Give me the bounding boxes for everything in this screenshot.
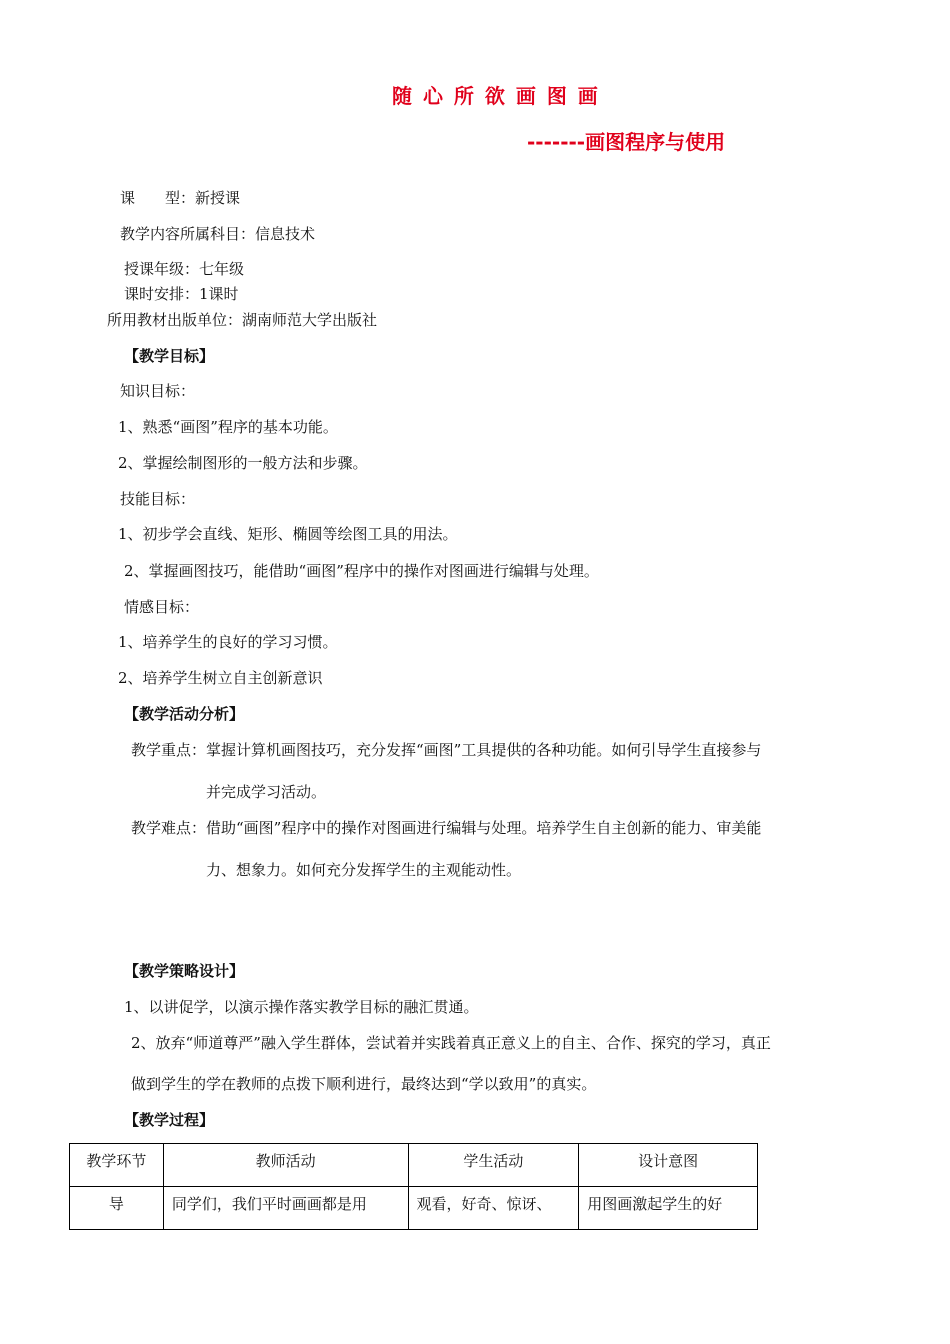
process-table bbox=[69, 1143, 758, 1230]
strategy-item: 1、以讲促学，以演示操作落实教学目标的融汇贯通。 bbox=[124, 998, 479, 1016]
table-cell: 观看，好奇、惊讶、 bbox=[408, 1187, 579, 1230]
skill-item: 1、初步学会直线、矩形、椭圆等绘图工具的用法。 bbox=[118, 525, 458, 543]
header-cell: 设计意图 bbox=[579, 1144, 758, 1187]
analysis-heading: 【教学活动分析】 bbox=[124, 705, 245, 723]
table-cell: 用图画激起学生的好 bbox=[579, 1187, 758, 1230]
meta-hours: 课时安排：1课时 bbox=[124, 285, 239, 303]
meta-publisher: 所用教材出版单位：湖南师范大学出版社 bbox=[107, 311, 378, 329]
strategy-heading: 【教学策略设计】 bbox=[124, 962, 245, 980]
document-subtitle: -------画图程序与使用 bbox=[527, 130, 726, 154]
strategy-item-cont: 做到学生的学在教师的点拨下顺利进行，最终达到“学以致用”的真实。 bbox=[131, 1075, 597, 1093]
emotion-item: 2、培养学生树立自主创新意识 bbox=[118, 669, 323, 687]
skill-item: 2、掌握画图技巧，能借助“画图”程序中的操作对图画进行编辑与处理。 bbox=[124, 562, 599, 580]
table-row bbox=[70, 1187, 758, 1230]
header-cell: 学生活动 bbox=[408, 1144, 579, 1187]
knowledge-item: 2、掌握绘制图形的一般方法和步骤。 bbox=[118, 454, 368, 472]
knowledge-item: 1、熟悉“画图”程序的基本功能。 bbox=[118, 418, 338, 436]
process-heading: 【教学过程】 bbox=[124, 1111, 215, 1129]
emotion-label: 情感目标： bbox=[124, 598, 200, 616]
analysis-key-point-cont: 并完成学习活动。 bbox=[206, 783, 327, 801]
table-cell: 同学们，我们平时画画都是用 bbox=[163, 1187, 408, 1230]
objectives-heading: 【教学目标】 bbox=[124, 347, 215, 365]
document-title: 随 心 所 欲 画 图 画 bbox=[392, 84, 600, 108]
meta-grade: 授课年级：七年级 bbox=[124, 260, 245, 278]
header-cell: 教学环节 bbox=[70, 1144, 164, 1187]
analysis-difficulty: 教学难点：借助“画图”程序中的操作对图画进行编辑与处理。培养学生自主创新的能力、审美能 bbox=[131, 819, 762, 837]
table-cell: 导 bbox=[70, 1187, 164, 1230]
strategy-item: 2、放弃“师道尊严”融入学生群体，尝试着并实践着真正意义上的自主、合作、探究的学习，真正 bbox=[131, 1034, 771, 1052]
analysis-key-point: 教学重点：掌握计算机画图技巧，充分发挥“画图”工具提供的各种功能。如何引导学生直接参与 bbox=[131, 741, 762, 759]
knowledge-label: 知识目标： bbox=[120, 382, 196, 400]
skill-label: 技能目标： bbox=[120, 490, 196, 508]
analysis-difficulty-cont: 力、想象力。如何充分发挥学生的主观能动性。 bbox=[206, 861, 522, 879]
header-cell: 教师活动 bbox=[163, 1144, 408, 1187]
emotion-item: 1、培养学生的良好的学习习惯。 bbox=[118, 633, 338, 651]
table-header-row bbox=[70, 1144, 758, 1187]
meta-subject: 教学内容所属科目：信息技术 bbox=[120, 225, 316, 243]
meta-course-type: 课 型：新授课 bbox=[120, 189, 241, 207]
